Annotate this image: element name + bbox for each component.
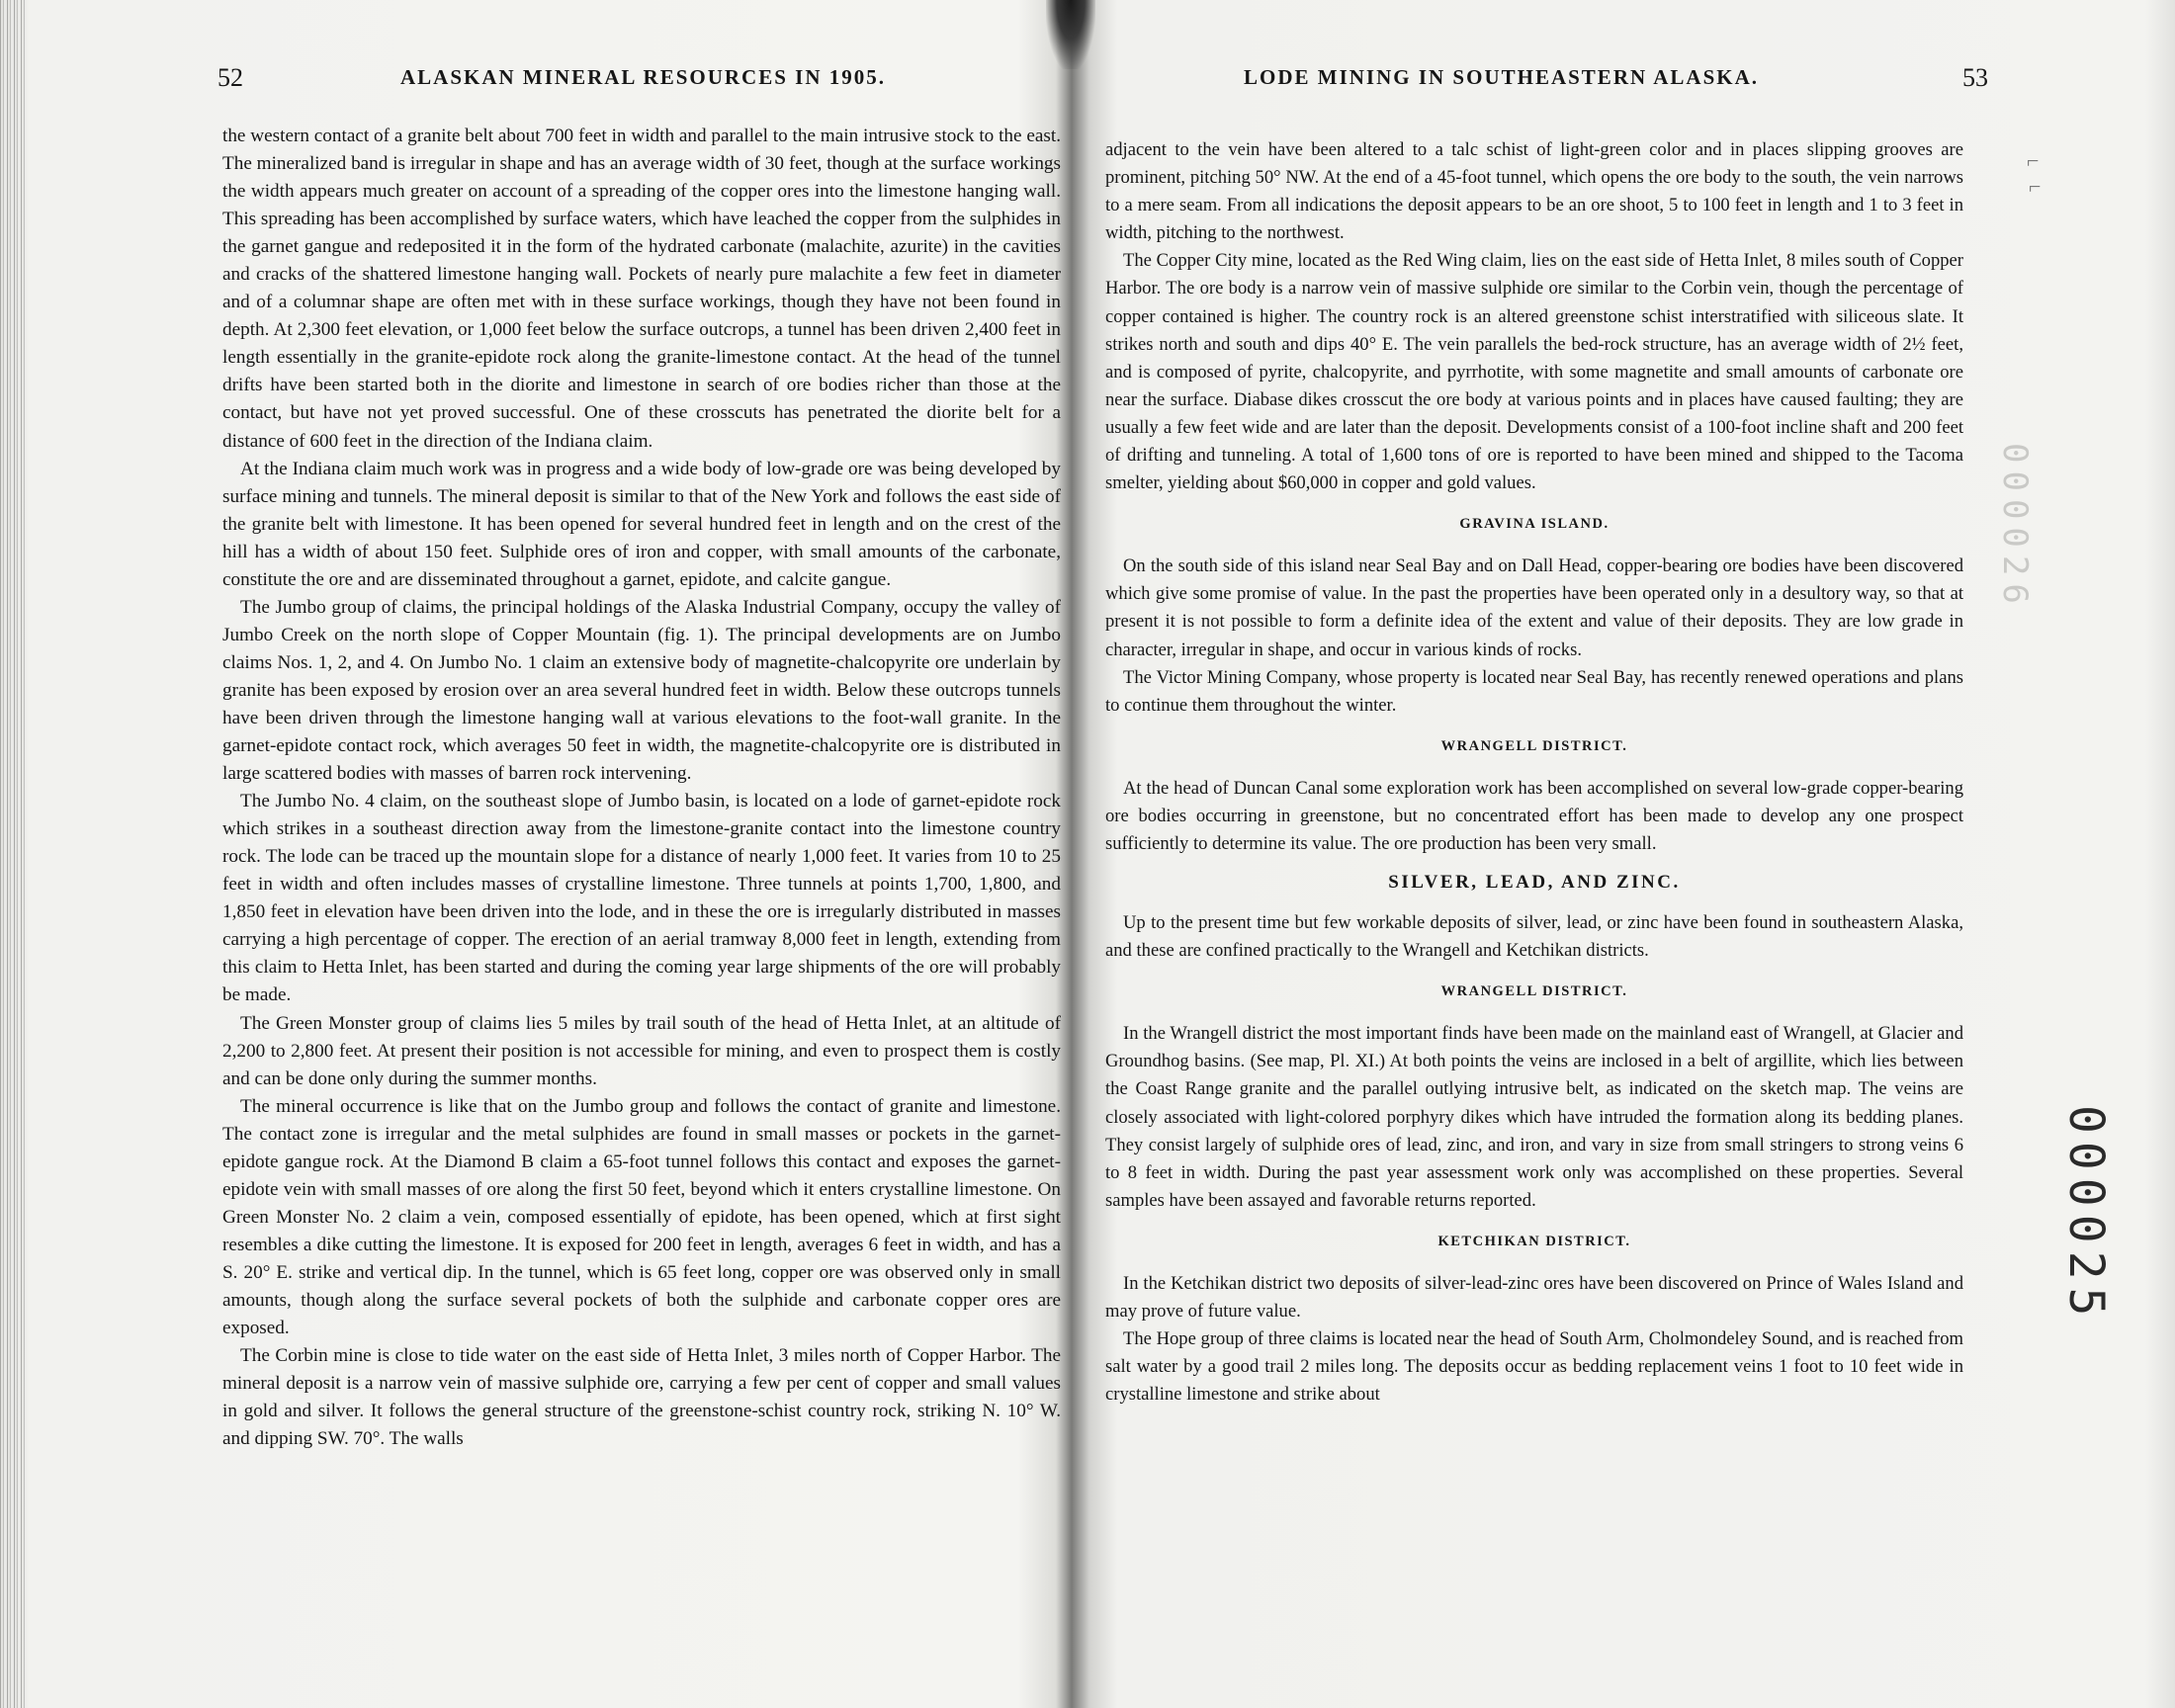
scan-edge [0,0,26,1708]
page-stamp-number: 000025 [2058,1105,2114,1324]
margin-mark: ⌐ [2027,148,2040,173]
left-running-head [218,63,1061,95]
left-running-title: ALASKAN MINERAL RESOURCES IN 1905. [400,65,886,89]
paragraph: At the head of Duncan Canal some exploration work has been accomplished on several low-grade copper-bearing ore bodies occurring in greenstone, but no concentrated effort has been made to develop any one prospect sufficiently to determine its value. The ore production has been very small. [1105,777,1963,854]
paragraph: The Victor Mining Company, whose property is located near Seal Bay, has recently renewed operations and plans to continue them throughout the winter. [1105,666,1963,716]
paragraph: At the Indiana claim much work was in progress and a wide body of low-grade ore was being developed by surface mining and tunnels. The mineral deposit is similar to that of the New York and follows the east side of the granite belt with limestone. It has been opened for several hundred feet in length and on the crest of the hill has a width of about 150 feet. Sulphide ores of iron and copper, with small amounts of the carbonate, constitute the ore and are disseminated throughout a garnet, epidote, and calcite gangue. [222,458,1061,590]
paragraph: the western contact of a granite belt about 700 feet in width and parallel to the main intrusive stock to the east. The mineralized band is irregular in shape and has an average width of 30 feet, though at the surface workings the width appears much greater on account of a spreading of the copper ores into the limestone hanging wall. This spreading has been accomplished by surface waters, which have leached the copper from the sulphides in the garnet gangue and redeposited it in the form of the hydrated carbonate (malachite, azurite) in the cavities and cracks of the shattered limestone hanging wall. Pockets of nearly pure malachite a few feet in diameter and of a columnar shape are often met with in these surface workings, though they have not been found in depth. At 2,300 feet elevation, or 1,000 feet below the surface outcrops, a tunnel has been driven 2,400 feet in length essentially in the granite-epidote rock along the granite-limestone contact. At the head of the tunnel drifts have been started both in the diorite and limestone in search of ore bodies richer than those at the contact, but have not yet proved successful. One of these crosscuts has penetrated the diorite belt for a distance of 600 feet in the direction of the Indiana claim. [222,126,1061,452]
section-heading-wrangell: WRANGELL DISTRICT. [1440,737,1628,754]
section-heading-silver-lead-zinc: SILVER, LEAD, AND ZINC. [1388,872,1681,894]
left-body [222,123,1061,1453]
paragraph: The Hope group of three claims is located near the head of South Arm, Cholmondeley Sound, and is reached from salt water by a good trail 2 miles long. The deposits occur as bedding replacement veins 1 foot to 10 feet wide in crystalline limestone and strike about [1105,1328,1963,1406]
left-page-number: 52 [218,63,243,92]
section-heading-gravina: GRAVINA ISLAND. [1459,516,1610,533]
paragraph: Up to the present time but few workable deposits of silver, lead, or zinc have been found in southeastern Alaska, and these are confined practically to the Wrangell and Ketchikan districts. [1105,912,1963,962]
paragraph: The Jumbo group of claims, the principal holdings of the Alaska Industrial Company, occupy the valley of Jumbo Creek on the north slope of Copper Mountain (fig. 1). The principal developments are on Jumbo claims Nos. 1, 2, and 4. On Jumbo No. 1 claim an extensive body of magnetite-chalcopyrite ore underlain by granite has been exposed by erosion over an area several hundred feet in width. Below these outcrops tunnels have been driven through the limestone hanging wall at various elevations to the foot-wall granite. In the garnet-epidote contact rock, which averages 50 feet in width, the magnetite-chalcopyrite ore is distributed in large scattered bodies with masses of barren rock intervening. [222,596,1061,785]
paragraph: The Corbin mine is close to tide water on the east side of Hetta Inlet, 3 miles north of Copper Harbor. The mineral deposit is a narrow vein of massive sulphide ore, carrying a few per cent of copper and small values in gold and silver. It follows the general structure of the greenstone-schist country rock, striking N. 10° W. and dipping SW. 70°. The walls [222,1345,1061,1450]
right-body [1105,136,1963,1409]
section-heading-ketchikan: KETCHIKAN DISTRICT. [1437,1233,1631,1249]
paragraph: The Green Monster group of claims lies 5 miles by trail south of the head of Hetta Inlet, at an altitude of 2,200 to 2,800 feet. At present their position is not accessible for mining, and even to prospect them is costly and can be done only during the summer months. [222,1012,1061,1089]
paragraph: The Copper City mine, located as the Red Wing claim, lies on the east side of Hetta Inlet, 8 miles south of Copper Harbor. The ore body is a narrow vein of massive sulphide ore similar to the Corbin vein, though the percentage of copper contained is higher. The country rock is an altered greenstone schist interstratified with siliceous slate. It strikes north and south and dips 40° E. The vein parallels the bed-rock structure, has an average width of 2½ feet, and is composed of pyrite, chalcopyrite, and pyrrhotite, with some magnetite and small amounts of carbonate ore near the surface. Diabase dikes crosscut the ore body at various points and in places have caused faulting; they are usually a few feet wide and are later than the deposit. Developments consist of a 100-foot incline shaft and 200 feet of drifting and tunneling. A total of 1,600 tons of ore is reported to have been mined and shipped to the Tacoma smelter, yielding about $60,000 in copper and gold values. [1105,250,1963,494]
right-running-head [1105,63,1988,95]
paragraph: In the Wrangell district the most important finds have been made on the mainland east of Wrangell, at Glacier and Groundhog basins. (See map, Pl. XI.) At both points the veins are inclosed in a belt of argillite, which lies between the Coast Range granite and the parallel outlying intrusive belt, as indicated on the sketch map. The veins are closely associated with light-colored porphyry dikes which have intruded the formation along its bedding planes. They consist largely of sulphide ores of lead, zinc, and iron, and vary in size from small stringers to strong veins 6 to 8 feet in width. During the past year assessment work only was accomplished on these properties. Several samples have been assayed and favorable returns reported. [1105,1023,1963,1211]
section-heading-wrangell-2: WRANGELL DISTRICT. [1440,983,1628,1000]
book-binding-shadow [1046,0,1095,69]
paragraph: The Jumbo No. 4 claim, on the southeast slope of Jumbo basin, is located on a lode of garnet-epidote rock which strikes in a southeast direction away from the limestone-granite contact into the limestone country rock. The lode can be traced up the mountain slope for a distance of nearly 1,000 feet. It varies from 10 to 25 feet in width and often includes masses of crystalline limestone. Three tunnels at points 1,700, 1,800, and 1,850 feet in elevation have been driven into the lode, and in these the ore is irregularly distributed in masses carrying a high percentage of copper. The erection of an aerial tramway 8,000 feet in length, extending from this claim to Hetta Inlet, has been started and during the coming year large shipments of the ore will probably be made. [222,791,1061,1006]
faint-page-stamp: 000026 [1995,443,2035,612]
paragraph: In the Ketchikan district two deposits of silver-lead-zinc ores have been discovered on Prince of Wales Island and may prove of future value. [1105,1272,1963,1322]
right-running-title: LODE MINING IN SOUTHEASTERN ALASKA. [1244,65,1760,89]
margin-mark: ⌐ [2029,174,2042,199]
paragraph: On the south side of this island near Seal Bay and on Dall Head, copper-bearing ore bodies have been discovered which give some promise of value. In the past the properties have been operated only in a desultory way, so that at present it is not possible to form a definite idea of the extent and value of their deposits. They are low grade in character, irregular in shape, and occur in various kinds of rocks. [1105,555,1963,660]
paragraph: The mineral occurrence is like that on the Jumbo group and follows the contact of granite and limestone. The contact zone is irregular and the metal sulphides are found in small masses or pockets in the garnet-epidote gangue rock. At the Diamond B claim a 65-foot tunnel follows this contact and exposes the garnet-epidote vein with small masses of ore along the first 50 feet, beyond which it enters crystalline limestone. On Green Monster No. 2 claim a vein, composed essentially of epidote, has been opened, which at first sight resembles a dike cutting the limestone. It is exposed for 200 feet in length, averages 6 feet in width, and has a S. 20° E. strike and vertical dip. In the tunnel, which is 65 feet long, copper ore was observed only in small amounts, though along the surface several pockets of both the sulphide and carbonate copper ores are exposed. [222,1095,1061,1339]
paragraph: adjacent to the vein have been altered to a talc schist of light-green color and in places slipping grooves are prominent, pitching 50° NW. At the end of a 45-foot tunnel, which opens the ore body to the south, the vein narrows to a mere seam. From all indications the deposit appears to be an ore shoot, 5 to 100 feet in length and 1 to 3 feet in width, pitching to the northwest. [1105,139,1963,244]
right-page-number: 53 [1962,63,1988,92]
